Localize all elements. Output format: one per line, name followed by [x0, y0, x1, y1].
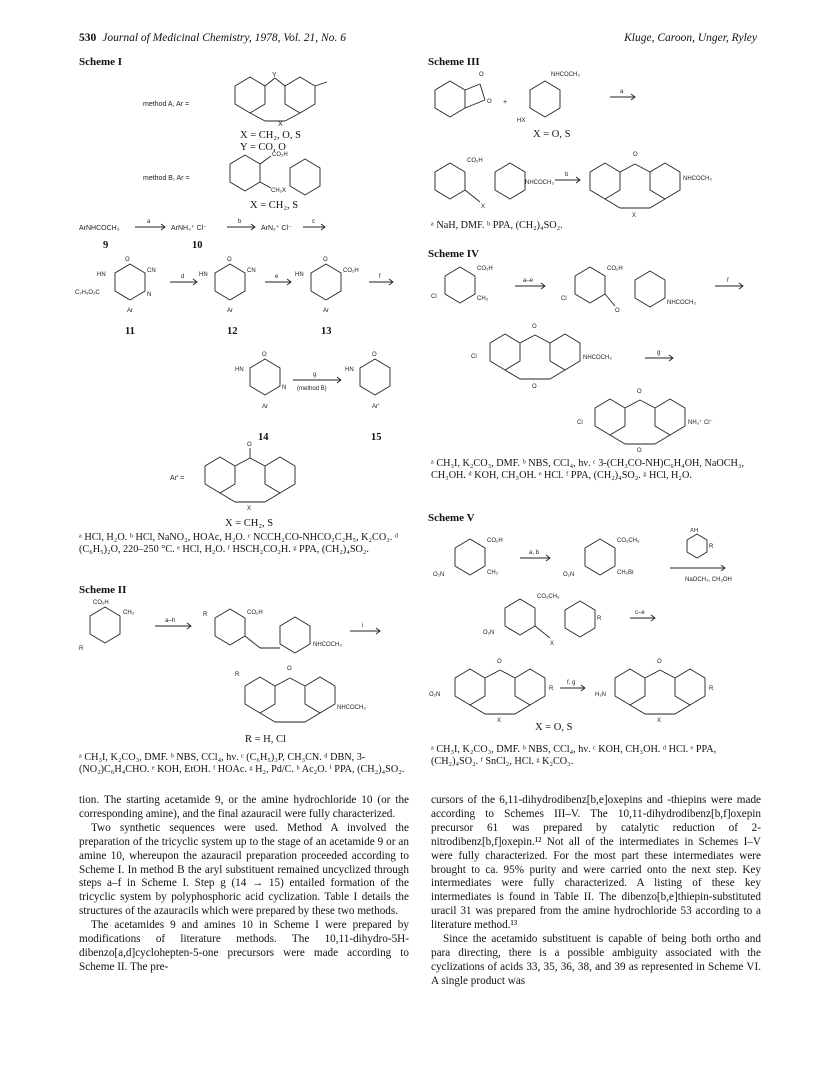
svg-text:O: O: [532, 384, 537, 390]
svg-text:X: X: [481, 204, 486, 210]
svg-text:i: i: [362, 623, 364, 629]
running-header-authors: Kluge, Caroon, Unger, Ryley: [624, 32, 757, 44]
svg-text:f, g: f, g: [567, 680, 576, 686]
svg-text:HN: HN: [295, 272, 304, 278]
method-b-label: method B, Ar =: [143, 175, 190, 182]
svg-text:c: c: [312, 219, 315, 225]
svg-text:O₂N: O₂N: [563, 572, 575, 578]
scheme-2-diagram: [75, 596, 415, 746]
compound-13: 13: [321, 326, 332, 337]
svg-text:O: O: [615, 308, 620, 314]
svg-text:CH₃: CH₃: [487, 570, 499, 576]
svg-text:H₂N: H₂N: [595, 692, 606, 698]
svg-text:Cl: Cl: [471, 354, 477, 360]
svg-text:a, b: a, b: [529, 550, 540, 556]
method-a-y: Y = CO, O: [240, 142, 286, 153]
scheme-4-diagram: [425, 258, 765, 453]
svg-text:O: O: [637, 448, 642, 453]
svg-text:O: O: [125, 257, 130, 263]
svg-text:XH: XH: [690, 528, 699, 534]
svg-text:N: N: [147, 292, 152, 298]
svg-text:HN: HN: [345, 367, 354, 373]
svg-text:X: X: [657, 718, 662, 724]
svg-text:X: X: [632, 213, 637, 219]
svg-text:O: O: [637, 389, 642, 395]
svg-text:a–e: a–e: [523, 278, 534, 284]
svg-text:HX: HX: [517, 118, 526, 124]
svg-text:NHCOCH₃: NHCOCH₃: [667, 300, 696, 306]
body-text-right: [431, 794, 761, 989]
running-header-left: [79, 32, 346, 44]
ring-a-right: [285, 77, 315, 113]
body-left-paragraph-2: Two synthetic sequences were used. Method A involved the preparation of the tricyclic system up to the stage of an acetamide 9 or an amine 10, whereupon the azauracil preparation proceeded according to Scheme I. In method B the aryl substituent remained uncyclized through steps a–f in Scheme I. Step g (14 → 15) entailed formation of the tricyclic system by polyphosphoric acid cyclization. Table I details the structures of the azauracils which were prepared by these two methods.: [79, 821, 409, 918]
svg-text:X: X: [550, 641, 555, 647]
scheme-2-footnote: ᵃ CH₃I, K₂CO₃, DMF. ᵇ NBS, CCl₄, hν. ᶜ (C₆H₅)₃P, CH₃CN. ᵈ DBN, 3-(NO₂)C₆H₄CHO. ᵉ KOH, EtOH. ᶠ HOAc. ᵍ H₂, Pd/C. ʰ Ac₂O. ⁱ PPA, (CH₂)₄SO₂.: [79, 752, 405, 775]
svg-text:O: O: [633, 152, 638, 158]
svg-text:HN: HN: [97, 272, 106, 278]
scheme-4-footnote: ᵃ CH₃I, K₂CO₃, DMF. ᵇ NBS, CCl₄, hν. ᶜ 3-(CH₃CO-NH)C₆H₄OH, NaOCH₃, CH₃OH. ᵈ KOH, CH₃OH. ᵉ HCl. ᶠ PPA, (CH₂)₄SO₂. ᵍ HCl, H₂O.: [431, 458, 744, 481]
method-a-label: method A, Ar =: [143, 101, 190, 108]
svg-text:CO₂H: CO₂H: [272, 152, 288, 158]
svg-text:R: R: [235, 672, 240, 678]
svg-text:O: O: [287, 666, 292, 672]
svg-text:O₂N: O₂N: [433, 572, 445, 578]
page-number: 530: [79, 32, 97, 44]
svg-text:O: O: [532, 324, 537, 330]
svg-text:NHCOCH₃: NHCOCH₃: [337, 705, 366, 711]
body-left-paragraph-3: The acetamides 9 and amines 10 in Scheme I were prepared by modifications of literature methods. The 10,11-dihydro-5H-dibenzo[a,d]cyclohepten-5-one precursors were made according to Scheme II. The pre-: [79, 919, 409, 973]
svg-text:HN: HN: [199, 272, 208, 278]
method-b-x: X = CH₂, S: [250, 200, 299, 211]
svg-text:NHCOCH₃: NHCOCH₃: [583, 355, 612, 361]
svg-text:f: f: [379, 274, 381, 280]
body-text-left: [79, 794, 409, 975]
svg-text:CO₂H: CO₂H: [247, 610, 263, 616]
svg-text:Ar: Ar: [127, 308, 133, 314]
svg-text:Ar: Ar: [323, 308, 329, 314]
svg-text:NHCOCH₃: NHCOCH₃: [313, 642, 342, 648]
scheme-5-footnote: ᵃ CH₃I, K₂CO₃, DMF. ᵇ NBS, CCl₄, hν. ᶜ KOH, CH₃OH. ᵈ HCl. ᵉ PPA, (CH₂)₄SO₂. ᶠ SnCl₂, HCl. ᵍ K₂CO₃.: [431, 744, 717, 767]
svg-text:R: R: [549, 686, 554, 692]
svg-text:CO₂CH₃: CO₂CH₃: [537, 594, 560, 600]
svg-text:CH₃: CH₃: [477, 296, 489, 302]
svg-text:CH₂X: CH₂X: [271, 188, 286, 194]
svg-text:g: g: [313, 372, 317, 378]
compound-15: 15: [371, 432, 382, 443]
compound-9: 9: [103, 240, 109, 251]
compound-14: 14: [258, 432, 269, 443]
svg-text:HN: HN: [235, 367, 244, 373]
scheme-1-footnote: ᵃ HCl, H₂O. ᵇ HCl, NaNO₂, HOAc, H₂O. ᶜ NCCH₂CO-NHCO₂C₂H₅, K₂CO₃. ᵈ (C₆H₅)₂O, 220–250 °C. ᵉ HCl, H₂O. ᶠ HSCH₂CO₂H. ᵍ PPA, (CH₂)₄SO₂.: [79, 532, 399, 555]
svg-text:O: O: [262, 352, 267, 358]
ring-15: [360, 359, 390, 395]
svg-text:O: O: [497, 659, 502, 665]
svg-text:NHCOCH₃: NHCOCH₃: [683, 176, 712, 182]
journal-citation: Journal of Medicinal Chemistry, 1978, Vol. 21, No. 6: [102, 32, 346, 44]
svg-text:Ar: Ar: [227, 308, 233, 314]
ring-13: [311, 264, 341, 300]
svg-text:CO₂H: CO₂H: [467, 158, 483, 164]
svg-text:a–h: a–h: [165, 618, 176, 624]
svg-text:N: N: [282, 385, 287, 391]
svg-text:C₂H₅O₂C: C₂H₅O₂C: [75, 290, 100, 296]
svg-text:R: R: [709, 686, 714, 692]
scheme-5-diagram: [425, 528, 765, 728]
scheme-1-diagram: [75, 68, 415, 578]
svg-text:a: a: [620, 89, 624, 95]
ar-prime-label: Ar′ =: [170, 475, 185, 482]
svg-text:CO₂CH₃: CO₂CH₃: [617, 538, 640, 544]
svg-text:O: O: [657, 659, 662, 665]
svg-text:CO₂H: CO₂H: [607, 266, 623, 272]
scheme-3-title: Scheme III: [428, 56, 480, 68]
svg-text:c–e: c–e: [635, 610, 645, 616]
svg-text:X: X: [497, 718, 502, 724]
svg-text:O: O: [323, 257, 328, 263]
scheme-5-reagent: NaOCH₃, CH₃OH: [685, 577, 732, 583]
svg-text:O: O: [247, 442, 252, 448]
seq-amine-salt: ArNH₃⁺ Cl⁻: [171, 225, 207, 232]
svg-text:CH₂Br: CH₂Br: [617, 570, 634, 576]
svg-text:CO₂H: CO₂H: [93, 600, 109, 606]
svg-text:R: R: [709, 544, 714, 550]
svg-text:e: e: [275, 274, 279, 280]
body-left-paragraph-1: tion. The starting acetamide 9, or the amine hydrochloride 10 (or the corresponding amine), and the final azauracil were fully characterized.: [79, 794, 409, 820]
svg-text:+: +: [503, 99, 508, 106]
body-right-paragraph-1: cursors of the 6,11-dihydrodibenz[b,e]oxepins and -thiepins were made according to Schemes III–V. The 10,11-dihydrodibenz[b,f]oxepin precursor 61 was prepared by catalytic reduction of 2-nitrodibenz[b,f]oxepin.¹² Not all of the intermediates in Schemes I–V were fully characterized. For the most part these intermediates were brought to ca. 95% purity and were carried onto the next step. Key intermediates were fully characterized. A listing of these key intermediates is found in Table II. The dibenzo[b,e]thiepin-substituted uracil 31 was prepared from the amine hydrochloride 53 according to a literature method.¹³: [431, 794, 761, 932]
svg-text:Cl: Cl: [577, 420, 583, 426]
svg-text:g: g: [657, 350, 661, 356]
body-right-paragraph-2: Since the acetamido substituent is capable of being both ortho and para directing, there is a possible ambiguity associated with the cyclizations of acids 33, 35, 36, 38, and 39 as represented in Scheme VI. A single product was: [431, 933, 761, 987]
seq-start: ArNHCOCH₃: [79, 225, 120, 232]
scheme-5-x-label: X = O, S: [535, 722, 573, 733]
ring-11: [115, 264, 145, 300]
svg-text:NHCOCH₃: NHCOCH₃: [525, 180, 554, 186]
svg-text:CO₂H: CO₂H: [343, 268, 359, 274]
scheme-2-title: Scheme II: [79, 584, 127, 596]
svg-text:f: f: [727, 278, 729, 284]
svg-text:CN: CN: [147, 268, 156, 274]
svg-text:Ar′: Ar′: [372, 404, 380, 410]
method-a-x: X = CH₂, O, S: [240, 130, 301, 141]
compound-12: 12: [227, 326, 238, 337]
svg-text:O: O: [227, 257, 232, 263]
ring-a-left: [235, 77, 265, 113]
svg-text:Y: Y: [272, 72, 277, 79]
svg-text:O₂N: O₂N: [429, 692, 441, 698]
svg-text:X: X: [247, 506, 252, 512]
svg-text:O: O: [487, 99, 492, 105]
svg-text:CN: CN: [247, 268, 256, 274]
seq-diazonium: ArN₂⁺ Cl⁻: [261, 225, 292, 232]
svg-text:b: b: [565, 172, 569, 178]
svg-text:R: R: [597, 616, 602, 622]
scheme-3-x-label: X = O, S: [533, 129, 571, 140]
ring-14: [250, 359, 280, 395]
svg-text:Cl: Cl: [561, 296, 567, 302]
svg-text:O: O: [372, 352, 377, 358]
scheme-3-diagram: [425, 62, 765, 232]
svg-text:b: b: [238, 219, 242, 225]
scheme-4-title: Scheme IV: [428, 248, 480, 260]
svg-text:NHCOCH₃: NHCOCH₃: [551, 72, 580, 78]
svg-text:R: R: [203, 612, 208, 618]
scheme-3-footnote: ᵃ NaH, DMF. ᵇ PPA, (CH₂)₄SO₂.: [431, 220, 563, 231]
compound-10: 10: [192, 240, 203, 251]
svg-text:Cl: Cl: [431, 294, 437, 300]
ring-12: [215, 264, 245, 300]
svg-text:CH₃: CH₃: [123, 610, 135, 616]
svg-text:O: O: [479, 72, 484, 78]
scheme-2-r-label: R = H, Cl: [245, 734, 286, 745]
scheme-5-title: Scheme V: [428, 512, 475, 524]
compound-11: 11: [125, 326, 135, 337]
svg-text:Ar: Ar: [262, 404, 268, 410]
svg-text:O₂N: O₂N: [483, 630, 495, 636]
svg-text:CO₂H: CO₂H: [487, 538, 503, 544]
svg-text:NH₃⁺ Cl⁻: NH₃⁺ Cl⁻: [688, 420, 713, 426]
svg-text:R: R: [79, 646, 84, 652]
svg-text:X: X: [278, 121, 283, 128]
scheme-1-title: Scheme I: [79, 56, 123, 68]
method-b-tag: (method B): [297, 386, 327, 392]
svg-text:d: d: [181, 274, 185, 280]
svg-text:a: a: [147, 219, 151, 225]
svg-text:CO₂H: CO₂H: [477, 266, 493, 272]
ar-prime-x: X = CH₂, S: [225, 518, 274, 529]
